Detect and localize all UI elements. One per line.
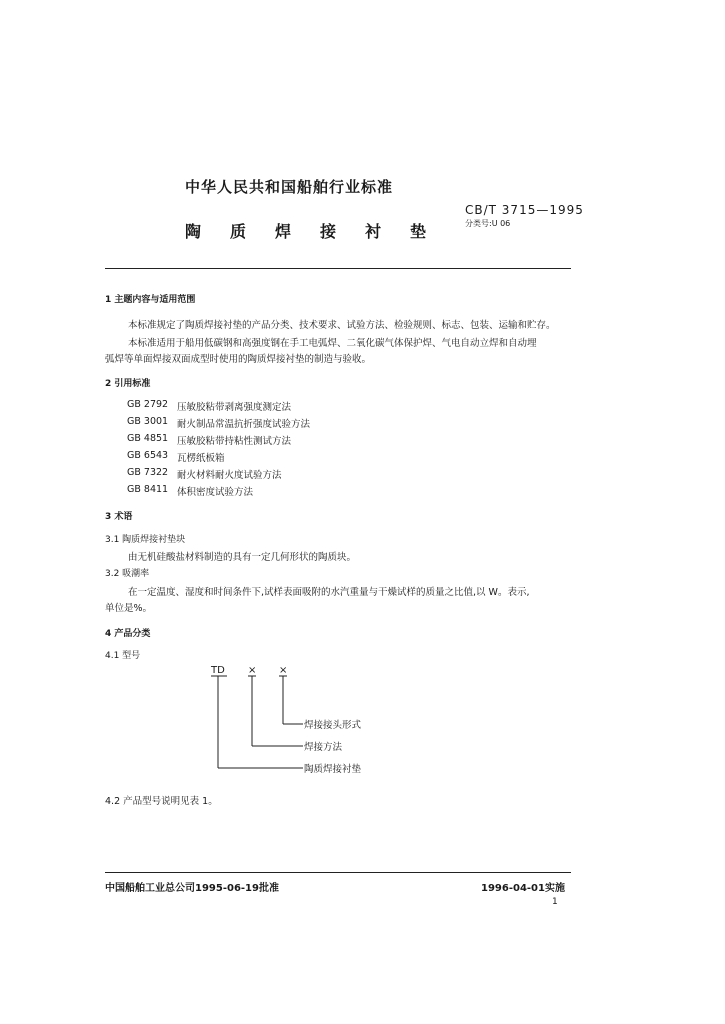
section-1-paragraph-2-line-1: 本标准适用于船用低碳钢和高强度钢在手工电弧焊、二氧化碳气体保护焊、气电自动立焊和自动埋 [128, 338, 537, 349]
reference-name: 瓦楞纸板箱 [177, 453, 225, 464]
page-number: 1 [552, 897, 558, 907]
section-1-paragraph-2-line-2: 弧焊等单面焊接双面成型时使用的陶质焊接衬垫的制造与验收。 [105, 354, 372, 365]
diagram-prefix: TD [211, 665, 225, 676]
reference-name: 耐火制品常温抗折强度试验方法 [177, 419, 311, 430]
reference-code: GB 7322 [127, 467, 169, 478]
implementation-date: 1996-04-01实施 [481, 883, 565, 894]
section-3-heading: 3 术语 [105, 512, 133, 522]
reference-name: 压敏胶粘带剥离强度测定法 [177, 402, 292, 413]
standard-number: CB/T 3715—1995 [465, 203, 584, 217]
reference-name: 耐火材料耐火度试验方法 [177, 470, 282, 481]
classification-number: 分类号:U 06 [465, 219, 511, 228]
approval-date: 中国船舶工业总公司1995-06-19批准 [105, 883, 279, 894]
diagram-label-ceramic-pad: 陶质焊接衬垫 [304, 764, 362, 775]
section-4-heading: 4 产品分类 [105, 629, 151, 639]
diagram-label-welding-method: 焊接方法 [304, 742, 343, 753]
section-3-1-heading: 3.1 陶质焊接衬垫块 [105, 535, 186, 545]
reference-code: GB 3001 [127, 416, 169, 427]
reference-name: 体积密度试验方法 [177, 487, 254, 498]
footer-rule [105, 872, 571, 873]
section-3-1-text: 由无机硅酸盐材料制造的具有一定几何形状的陶质块。 [128, 552, 357, 563]
diagram-label-joint-type: 焊接接头形式 [304, 720, 362, 731]
section-4-1-heading: 4.1 型号 [105, 651, 141, 661]
reference-code: GB 8411 [127, 484, 169, 495]
header-rule [105, 268, 571, 269]
document-title: 陶质焊接衬垫 [185, 222, 456, 241]
reference-name: 压敏胶粘带持粘性测试方法 [177, 436, 292, 447]
section-3-2-text-line-2: 单位是%。 [105, 603, 153, 614]
section-4-2-text: 4.2 产品型号说明见表 1。 [105, 796, 218, 807]
diagram-placeholder-method: × [248, 665, 257, 676]
reference-code: GB 6543 [127, 450, 169, 461]
section-3-2-text-line-1: 在一定温度、湿度和时间条件下,试样表面吸附的水汽重量与干燥试样的质量之比值,以 W。表示, [128, 587, 530, 598]
reference-code: GB 4851 [127, 433, 169, 444]
section-1-paragraph-1: 本标准规定了陶质焊接衬垫的产品分类、技术要求、试验方法、检验规则、标志、包装、运输和贮存。 [128, 320, 556, 331]
organization-title: 中华人民共和国船舶行业标准 [185, 178, 394, 196]
diagram-placeholder-joint: × [279, 665, 288, 676]
reference-code: GB 2792 [127, 399, 169, 410]
model-designation-diagram [205, 660, 405, 772]
section-3-2-heading: 3.2 吸潮率 [105, 569, 150, 579]
section-2-heading: 2 引用标准 [105, 379, 151, 389]
section-1-heading: 1 主题内容与适用范围 [105, 295, 196, 305]
